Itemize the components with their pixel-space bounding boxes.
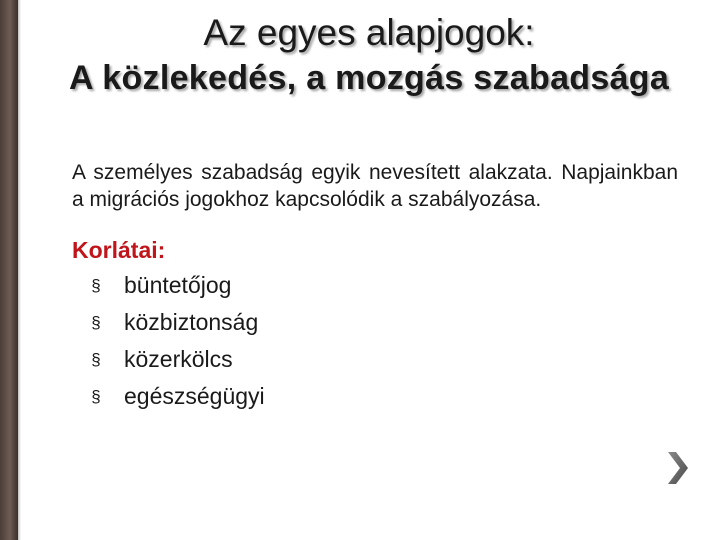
slide-title [18,10,720,100]
section-bullet-icon: § [91,350,101,369]
title-line-1: Az egyes alapjogok: [203,12,535,53]
chevron-right-icon [662,448,692,488]
limits-list [72,267,678,415]
section-bullet-icon: § [91,276,101,295]
title-line-2: A közlekedés, a mozgás szabadsága [68,59,670,97]
list-item-label: közbiztonság [124,309,259,335]
next-slide-button[interactable] [662,448,692,488]
list-item-label: egészségügyi [124,383,265,409]
list-item [72,304,678,341]
list-item [72,267,678,304]
list-item [72,378,678,415]
section-bullet-icon: § [91,313,101,332]
left-decorative-bar [0,0,18,540]
slide-content [72,159,678,415]
limits-heading: Korlátai: [72,237,166,263]
list-item [72,341,678,378]
list-item-label: büntetőjog [124,272,232,298]
list-item-label: közerkölcs [124,346,233,372]
section-bullet-icon: § [91,387,101,406]
intro-text: A személyes szabadság egyik nevesített alakzata. Napjainkban a migrációs jogokhoz kapcsolódik a szabályozása. [72,161,678,211]
